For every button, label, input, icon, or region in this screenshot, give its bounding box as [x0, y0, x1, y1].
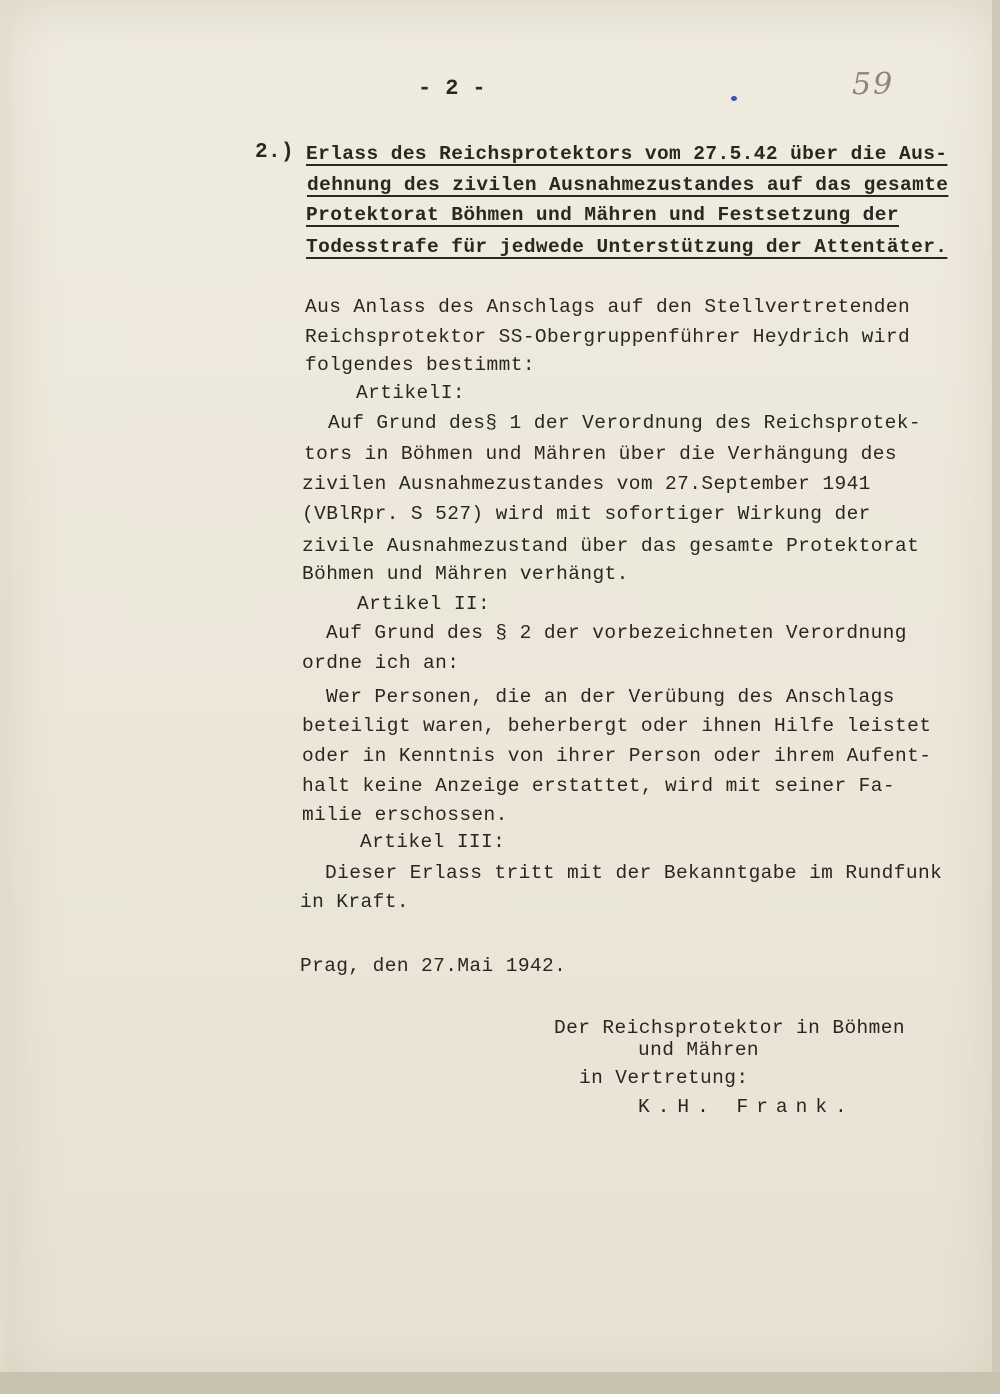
article-2-line: milie erschossen. — [302, 804, 508, 826]
signature-line: und Mähren — [638, 1039, 760, 1061]
paper-edge-right — [992, 0, 1000, 1394]
signature-line: Der Reichsprotektor in Böhmen — [554, 1017, 905, 1039]
ink-dot-mark — [731, 96, 737, 101]
article-1-line: zivile Ausnahmezustand über das gesamte Protektorat — [302, 535, 920, 557]
article-2-title: Artikel II: — [357, 593, 491, 615]
article-3-title: Artikel III: — [360, 831, 506, 853]
article-2-line: ordne ich an: — [302, 652, 460, 674]
article-2-line: beteiligt waren, beherbergt oder ihnen Hilfe leistet — [302, 715, 932, 737]
article-2-line: halt keine Anzeige erstattet, wird mit seiner Fa- — [302, 775, 895, 797]
place-date: Prag, den 27.Mai 1942. — [300, 955, 567, 977]
heading-line: Protektorat Böhmen und Mähren und Festsetzung der — [306, 204, 899, 226]
preamble-line: Reichsprotektor SS-Obergruppenführer Heydrich wird — [305, 326, 911, 348]
article-1-line: tors in Böhmen und Mähren über die Verhängung des — [304, 443, 897, 465]
article-2-line: Auf Grund des § 2 der vorbezeichneten Verordnung — [326, 622, 907, 644]
article-2-line: oder in Kenntnis von ihrer Person oder ihrem Aufent- — [302, 745, 932, 767]
article-2-line: Wer Personen, die an der Verübung des Anschlags — [326, 686, 895, 708]
signature-line: in Vertretung: — [579, 1067, 749, 1089]
heading-line: Todesstrafe für jedwede Unterstützung der Attentäter. — [306, 236, 948, 258]
preamble-line: Aus Anlass des Anschlags auf den Stellvertretenden — [305, 296, 911, 318]
heading-line: Erlass des Reichsprotektors vom 27.5.42 über die Aus- — [306, 143, 948, 165]
article-3-line: Dieser Erlass tritt mit der Bekanntgabe im Rundfunk — [325, 862, 943, 884]
article-1-line: zivilen Ausnahmezustandes vom 27.September 1941 — [302, 473, 871, 495]
article-3-line: in Kraft. — [300, 891, 409, 913]
preamble-line: folgendes bestimmt: — [305, 354, 535, 376]
article-1-line: (VBlRpr. S 527) wird mit sofortiger Wirkung der — [302, 503, 871, 525]
paper-edge-left — [0, 0, 14, 1394]
page-number: - 2 - — [418, 76, 487, 101]
signatory-name: K.H. Frank. — [638, 1096, 855, 1118]
handwritten-folio-number: 59 — [852, 67, 895, 102]
article-1-line: Auf Grund des§ 1 der Verordnung des Reichsprotek- — [328, 412, 921, 434]
paper-edge-bottom — [0, 1372, 1000, 1394]
article-1-line: Böhmen und Mähren verhängt. — [302, 563, 629, 585]
heading-line: dehnung des zivilen Ausnahmezustandes auf das gesamte — [307, 174, 949, 196]
article-1-title: ArtikelI: — [356, 382, 465, 404]
section-number: 2.) — [255, 141, 295, 164]
